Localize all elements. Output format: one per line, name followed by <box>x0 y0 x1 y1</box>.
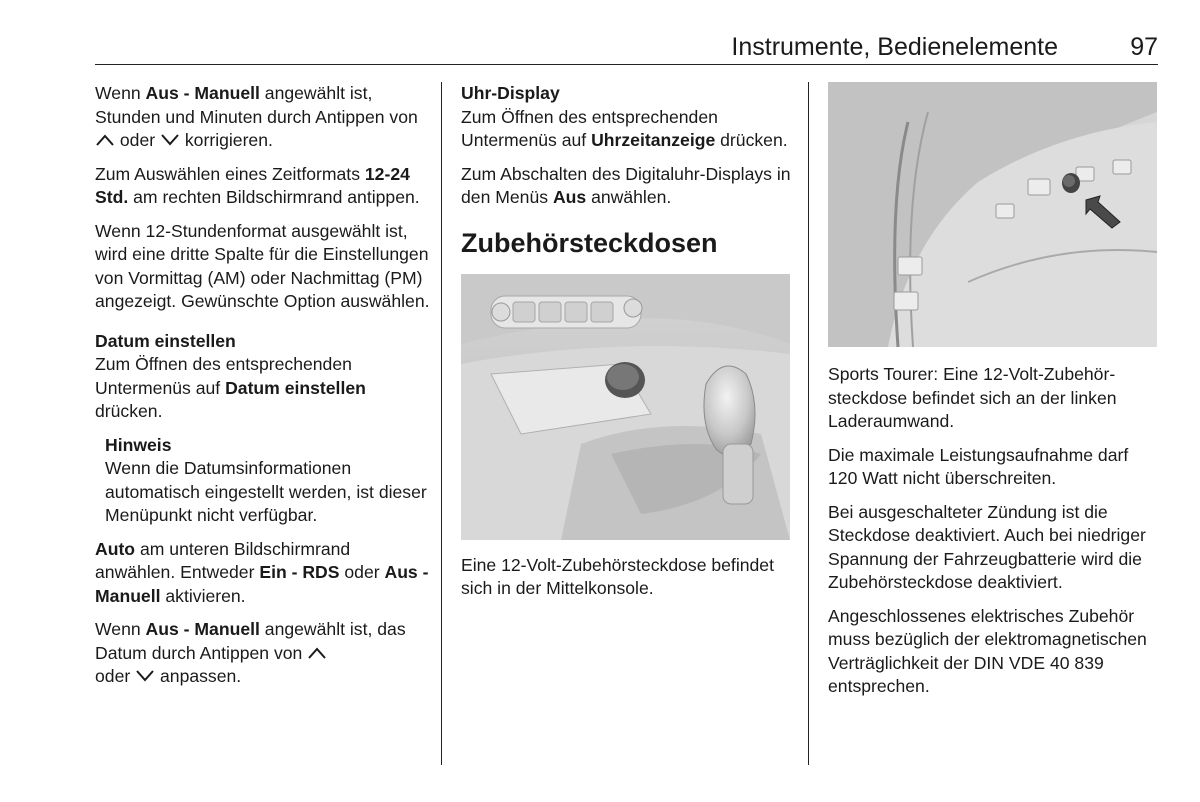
chevron-down-icon <box>135 669 155 683</box>
section-title: Zubehörsteckdosen <box>461 227 718 258</box>
paragraph-uhrzeitanzeige: Zum Öffnen des entsprechenden Untermenüs auf Uhrzeitanzeige drücken. <box>461 106 788 150</box>
paragraph-zuendung: Bei ausgeschalteter Zündung ist die Steckdose deaktiviert. Auch bei niedriger Spannung der Fahrzeugbatterie wird die Zubehörsteckdose deaktiviert. <box>828 501 1146 592</box>
note-text: Wenn die Datumsinformationen automatisch eingestellt werden, ist dieser Menüpunkt nicht verfügbar. <box>105 458 427 525</box>
chevron-down-icon <box>160 133 180 147</box>
paragraph-datum-anpassen: Wenn Aus - Manuell angewählt ist, das Datum durch Antippen von oder anpassen. <box>95 619 406 686</box>
page-number: 97 <box>1130 33 1158 61</box>
figure-caption-console: Eine 12-Volt-Zubehörsteckdose befindet sich in der Mittelkonsole. <box>461 554 774 598</box>
note-box <box>95 434 430 528</box>
column-2 <box>461 82 791 601</box>
center-console-socket-figure <box>461 274 790 540</box>
cargo-area-socket-figure <box>828 82 1157 347</box>
header-rule <box>95 64 1158 65</box>
paragraph-12-stundenformat: Wenn 12-Stundenformat ausgewählt ist, wird eine dritte Spalte für die Einstellungen von Vormittag (AM) oder Nachmittag (PM) angezeigt. Gewünschte Option auswählen. <box>95 220 430 311</box>
paragraph-sports-tourer: Sports Tourer: Eine 12-Volt-Zubehörsteckdose befindet sich an der linken Laderaumwand. <box>828 364 1117 431</box>
paragraph-vertraeglichkeit: Angeschlossenes elektrisches Zubehör muss bezüglich der elektromagnetischen Verträglichkeit der DIN VDE 40 839 entsprechen. <box>828 605 1147 696</box>
chevron-up-icon <box>307 646 327 660</box>
paragraph-digitaluhr: Zum Abschalten des Digitaluhr-Displays in den Menüs Aus anwählen. <box>461 163 791 207</box>
heading-uhr-display: Uhr-Display <box>461 83 560 103</box>
paragraph-datum: Zum Öffnen des entsprechenden Untermenüs auf Datum einstellen drücken. <box>95 354 366 421</box>
paragraph-korrigieren: Wenn Aus - Manuell angewählt ist, Stunden und Minuten durch Antippen von oder korrigieren. <box>95 83 418 150</box>
chevron-up-icon <box>95 133 115 147</box>
note-title: Hinweis <box>105 434 172 455</box>
paragraph-zeitformat: Zum Auswählen eines Zeitformats 12-24 Std. am rechten Bildschirmrand antippen. <box>95 163 420 207</box>
column-divider-2 <box>808 82 809 765</box>
paragraph-auto: Auto am unteren Bildschirmrand anwählen. Entweder Ein - RDS oder Aus - Manuell aktivieren. <box>95 538 429 606</box>
chapter-title: Instrumente, Bedienelemente <box>731 33 1058 61</box>
column-3 <box>828 82 1158 709</box>
paragraph-leistungsaufnahme: Die maximale Leistungsaufnahme darf 120 Watt nicht überschreiten. <box>828 444 1129 488</box>
column-divider-1 <box>441 82 442 765</box>
heading-datum-einstellen: Datum einstellen <box>95 330 236 351</box>
column-1 <box>95 82 430 699</box>
